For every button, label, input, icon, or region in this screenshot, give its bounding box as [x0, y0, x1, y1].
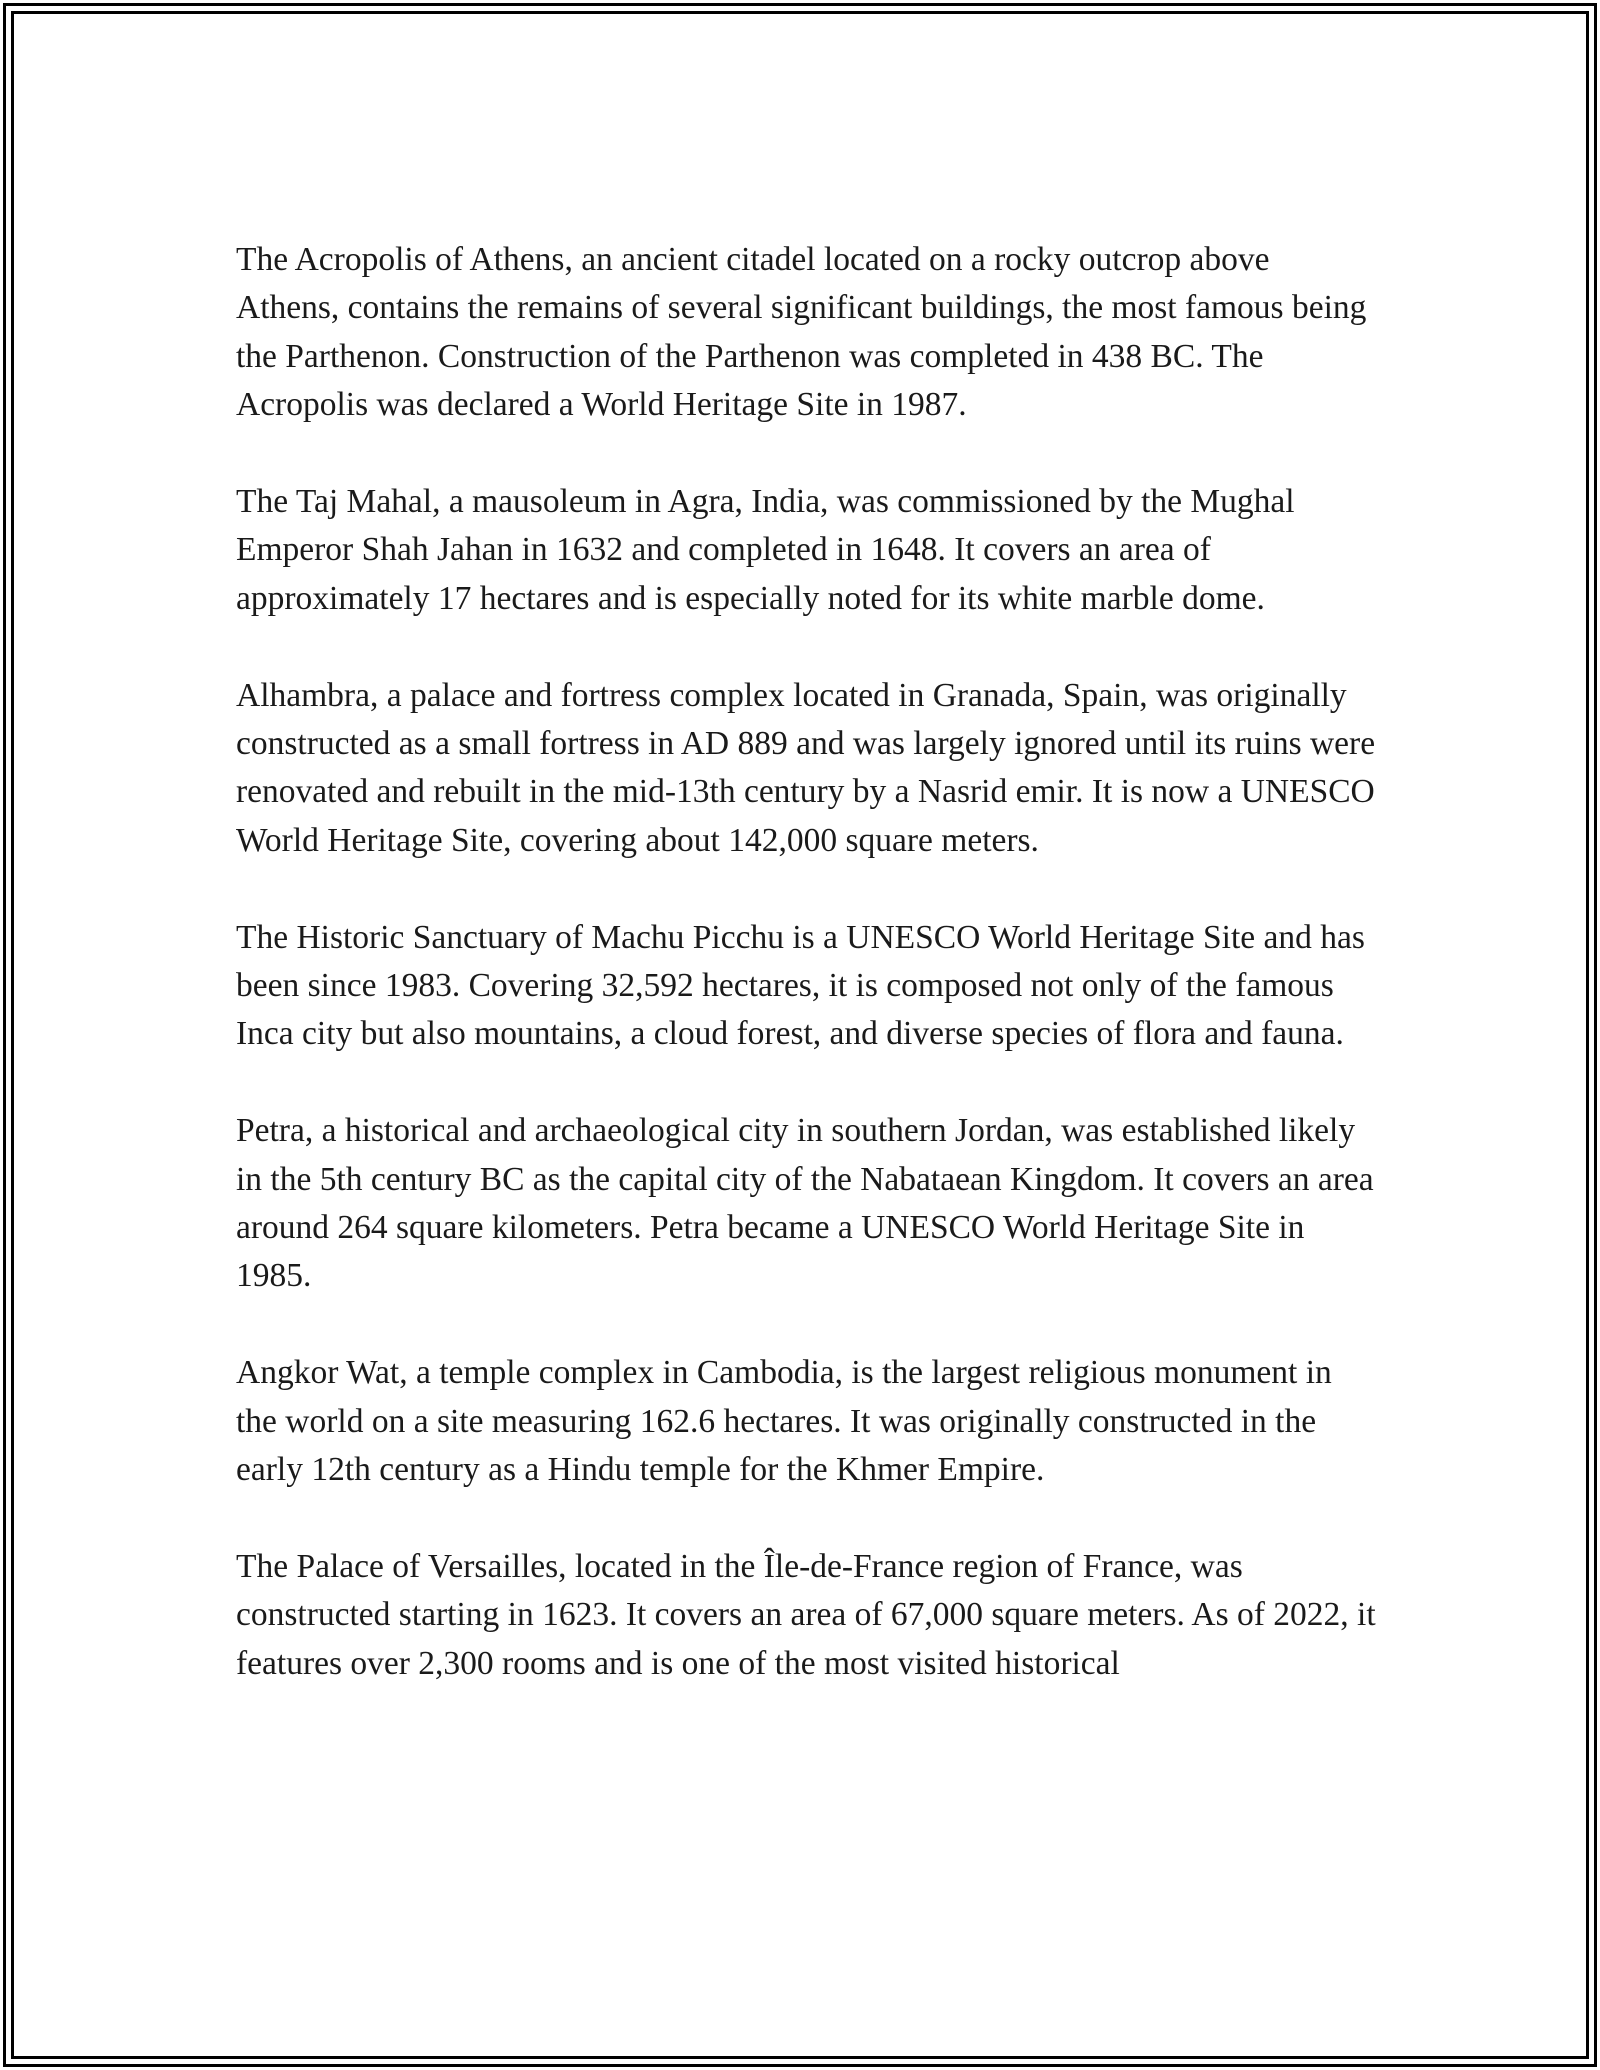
paragraph-versailles: The Palace of Versailles, located in the Île-de-France region of France, was constructed starting in 1623. It covers an area of 67,000 square meters. As of 2022, it features over 2,300 rooms and is one of the most visited historical — [236, 1547, 1376, 1682]
paragraph-taj-mahal: The Taj Mahal, a mausoleum in Agra, India, was commissioned by the Mughal Emperor Shah Jahan in 1632 and completed in 1648. It covers an area of approximately 17 hectares and is especially noted for its white marble dome. — [236, 483, 1295, 617]
paragraph-acropolis: The Acropolis of Athens, an ancient citadel located on a rocky outcrop above Athens, contains the remains of several significant buildings, the most famous being the Parthenon. Construction of the Parthenon was completed in 438 BC. The Acropolis was declared a World Heritage Site in 1987. — [236, 241, 1367, 424]
paragraph-petra: Petra, a historical and archaeological city in southern Jordan, was established likely in the 5th century BC as the capital city of the Nabataean Kingdom. It covers an area around 264 square kilometers. Petra became a UNESCO World Heritage Site in 1985. — [236, 1112, 1374, 1295]
document-body — [236, 236, 1376, 1736]
paragraph-machu-picchu: The Historic Sanctuary of Machu Picchu is a UNESCO World Heritage Site and has been since 1983. Covering 32,592 hectares, it is composed not only of the famous Inca city but also mountains, a cloud forest, and diverse species of flora and fauna. — [236, 918, 1365, 1053]
paragraph-alhambra: Alhambra, a palace and fortress complex located in Granada, Spain, was originally constructed as a small fortress in AD 889 and was largely ignored until its ruins were renovated and rebuilt in the mid-13th century by a Nasrid emir. It is now a UNESCO World Heritage Site, covering about 142,000 square meters. — [236, 676, 1376, 859]
paragraph-angkor-wat: Angkor Wat, a temple complex in Cambodia, is the largest religious monument in the world on a site measuring 162.6 hectares. It was originally constructed in the early 12th century as a Hindu temple for the Khmer Empire. — [236, 1354, 1332, 1489]
